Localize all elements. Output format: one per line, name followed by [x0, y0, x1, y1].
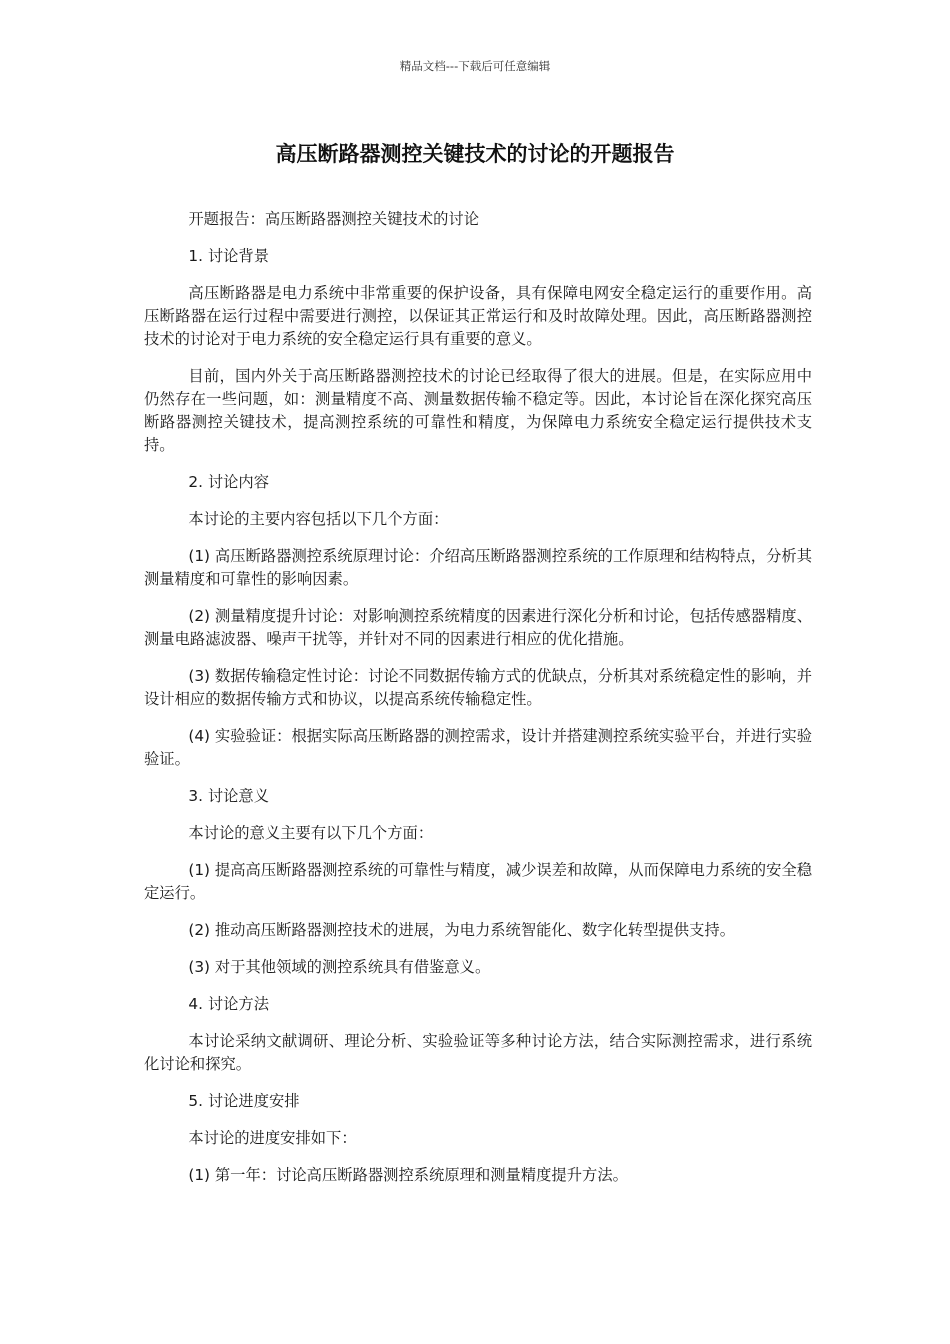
list-item: (3) 数据传输稳定性讨论：讨论不同数据传输方式的优缺点，分析其对系统稳定性的影响，并设计相应的数据传输方式和协议，以提高系统传输稳定性。 — [144, 667, 812, 708]
list-item: (1) 提高高压断路器测控系统的可靠性与精度，减少误差和故障，从而保障电力系统的安全稳定运行。 — [144, 861, 812, 902]
document-body — [144, 208, 812, 1201]
section-heading-significance: 3. 讨论意义 — [188, 787, 270, 805]
list-item: (4) 实验验证：根据实际高压断路器的测控需求，设计并搭建测控系统实验平台，并进行实验验证。 — [144, 727, 812, 768]
list-item: (2) 测量精度提升讨论：对影响测控系统精度的因素进行深化分析和讨论，包括传感器精度、测量电路滤波器、噪声干扰等，并针对不同的因素进行相应的优化措施。 — [144, 607, 812, 648]
body-paragraph: 本讨论采纳文献调研、理论分析、实验验证等多种讨论方法，结合实际测控需求，进行系统化讨论和探究。 — [144, 1032, 812, 1073]
body-paragraph: 高压断路器是电力系统中非常重要的保护设备，具有保障电网安全稳定运行的重要作用。高压断路器在运行过程中需要进行测控，以保证其正常运行和及时故障处理。因此，高压断路器测控技术的讨论对于电力系统的安全稳定运行具有重要的意义。 — [144, 284, 812, 348]
body-paragraph: 目前，国内外关于高压断路器测控技术的讨论已经取得了很大的进展。但是，在实际应用中仍然存在一些问题，如：测量精度不高、测量数据传输不稳定等。因此，本讨论旨在深化探究高压断路器测控关键技术，提高测控系统的可靠性和精度，为保障电力系统安全稳定运行提供技术支持。 — [144, 367, 812, 454]
body-paragraph: 本讨论的进度安排如下： — [188, 1129, 357, 1147]
list-item: (1) 高压断路器测控系统原理讨论：介绍高压断路器测控系统的工作原理和结构特点，分析其测量精度和可靠性的影响因素。 — [144, 547, 812, 588]
section-heading-background: 1. 讨论背景 — [188, 247, 270, 265]
document-title: 高压断路器测控关键技术的讨论的开题报告 — [275, 142, 675, 166]
report-subject: 开题报告：高压断路器测控关键技术的讨论 — [188, 210, 480, 228]
list-item: (2) 推动高压断路器测控技术的进展，为电力系统智能化、数字化转型提供支持。 — [188, 921, 735, 939]
body-paragraph: 本讨论的主要内容包括以下几个方面： — [188, 510, 449, 528]
section-heading-schedule: 5. 讨论进度安排 — [188, 1092, 300, 1110]
body-paragraph: 本讨论的意义主要有以下几个方面： — [188, 824, 434, 842]
section-heading-content: 2. 讨论内容 — [188, 473, 270, 491]
section-heading-method: 4. 讨论方法 — [188, 995, 270, 1013]
header-note: 精品文档---下载后可任意编辑 — [399, 59, 551, 73]
list-item: (1) 第一年：讨论高压断路器测控系统原理和测量精度提升方法。 — [188, 1166, 628, 1184]
list-item: (3) 对于其他领域的测控系统具有借鉴意义。 — [188, 958, 491, 976]
